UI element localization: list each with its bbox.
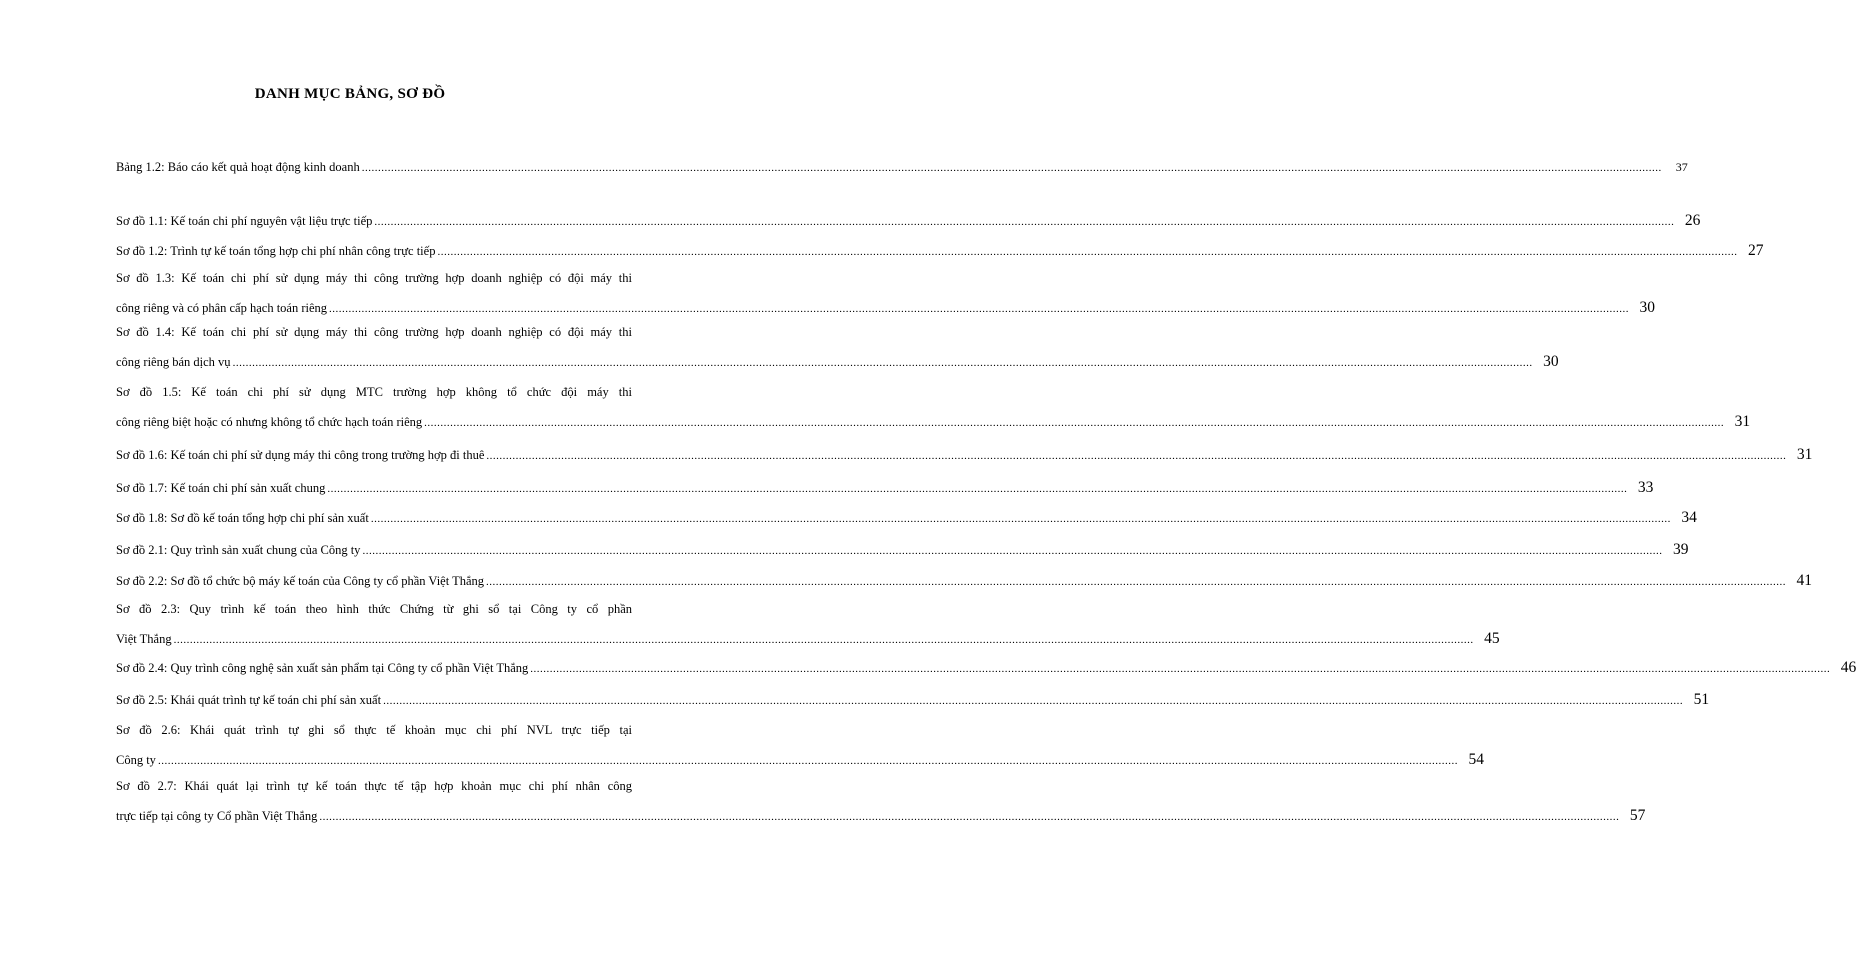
toc-entry-line (116, 509, 1697, 527)
toc-entry-line (116, 212, 1701, 230)
page-number: 30 (1639, 299, 1656, 316)
entry-title: công riêng và có phân cấp hạch toán riêng (116, 301, 328, 315)
toc-entry-line (116, 691, 1710, 709)
page-number: 51 (1693, 691, 1710, 708)
dot-leader: ................................................................................................................................................................................................................................................................................................................................................................................................................ (319, 811, 1620, 823)
entry-title: Sơ đồ 2.1: Quy trình sản xuất chung của Công ty (116, 543, 361, 557)
page-number: 54 (1468, 751, 1484, 768)
toc-entry-line (116, 242, 1764, 260)
page-number: 57 (1629, 807, 1646, 824)
dot-leader: ................................................................................................................................................................................................................................................................................................................................................................................................................ (173, 634, 1474, 646)
dot-leader: ................................................................................................................................................................................................................................................................................................................................................................................................................ (327, 483, 1628, 495)
entry-title: Sơ đồ 1.2: Trình tự kế toán tổng hợp chi phí nhân công trực tiếp (116, 244, 436, 258)
dot-leader: ................................................................................................................................................................................................................................................................................................................................................................................................................ (530, 663, 1831, 675)
page-number: 33 (1637, 479, 1654, 496)
entry-title-line: Sơ đồ 1.5: Kế toán chi phí sử dụng MTC trường hợp không tổ chức đội máy thi (116, 385, 632, 399)
entry-title: Sơ đồ 1.7: Kế toán chi phí sản xuất chung (116, 481, 326, 495)
dot-leader: ................................................................................................................................................................................................................................................................................................................................................................................................................ (362, 545, 1663, 557)
toc-entry-line (116, 159, 1688, 176)
toc-entry-line (116, 572, 1813, 590)
toc-entry-line (116, 299, 1656, 317)
entry-title: Sơ đồ 2.5: Khái quát trình tự kế toán chi phí sản xuất (116, 693, 382, 707)
toc-entry-line (116, 630, 1500, 648)
dot-leader: ................................................................................................................................................................................................................................................................................................................................................................................................................ (361, 162, 1662, 174)
page-title: DANH MỤC BẢNG, SƠ ĐỒ (254, 86, 446, 102)
page-number: 27 (1747, 242, 1764, 259)
page-number: 39 (1672, 541, 1689, 558)
entry-title: Sơ đồ 2.4: Quy trình công nghệ sản xuất sản phẩm tại Công ty cổ phần Việt Thắng (116, 661, 529, 675)
entry-title: trực tiếp tại công ty Cổ phần Việt Thắng (116, 809, 318, 823)
page-number: 37 (1675, 160, 1688, 174)
dot-leader: ................................................................................................................................................................................................................................................................................................................................................................................................................ (486, 576, 1787, 588)
toc-entry-line (116, 353, 1559, 371)
toc-entry-line (116, 807, 1646, 825)
entry-title-line: Sơ đồ 1.4: Kế toán chi phí sử dụng máy thi công trường hợp doanh nghiệp có đội máy thi (116, 325, 632, 339)
entry-title: công riêng biệt hoặc có nhưng không tổ chức hạch toán riêng (116, 415, 423, 429)
dot-leader: ................................................................................................................................................................................................................................................................................................................................................................................................................ (157, 755, 1458, 767)
page-number: 34 (1681, 509, 1697, 526)
entry-title-line: Sơ đồ 1.3: Kế toán chi phí sử dụng máy thi công trường hợp doanh nghiệp có đội máy thi (116, 271, 632, 285)
entry-title: Công ty (116, 753, 156, 767)
entry-title: Việt Thắng (116, 632, 172, 646)
dot-leader: ................................................................................................................................................................................................................................................................................................................................................................................................................ (383, 695, 1684, 707)
entry-title-line: Sơ đồ 2.6: Khái quát trình tự ghi sổ thực tế khoản mục chi phí NVL trực tiếp tại (116, 723, 632, 737)
dot-leader: ................................................................................................................................................................................................................................................................................................................................................................................................................ (329, 303, 1630, 315)
entry-title: công riêng bán dịch vụ (116, 355, 231, 369)
entry-title: Sơ đồ 1.8: Sơ đồ kế toán tổng hợp chi phí sản xuất (116, 511, 369, 525)
entry-title-line: Sơ đồ 2.7: Khái quát lại trình tự kế toán thực tế tập hợp khoản mục chi phí nhân công (116, 779, 632, 793)
page-number: 31 (1734, 413, 1751, 430)
entry-title-line: Sơ đồ 2.3: Quy trình kế toán theo hình thức Chứng từ ghi sổ tại Công ty cổ phần (116, 602, 632, 616)
dot-leader: ................................................................................................................................................................................................................................................................................................................................................................................................................ (486, 450, 1787, 462)
entry-title: Sơ đồ 2.2: Sơ đồ tổ chức bộ máy kế toán của Công ty cổ phần Việt Thắng (116, 574, 485, 588)
entry-title: Sơ đồ 1.6: Kế toán chi phí sử dụng máy thi công trong trường hợp đi thuê (116, 448, 485, 462)
toc-entry-line (116, 659, 1856, 677)
dot-leader: ................................................................................................................................................................................................................................................................................................................................................................................................................ (424, 417, 1725, 429)
entry-title: Bảng 1.2: Báo cáo kết quả hoạt động kinh doanh (116, 160, 360, 174)
page-number: 45 (1484, 630, 1500, 647)
toc-entry-line (116, 541, 1689, 559)
toc-entry-line (116, 479, 1654, 497)
page-number: 41 (1796, 572, 1813, 589)
toc-entry-line (116, 446, 1813, 464)
dot-leader: ................................................................................................................................................................................................................................................................................................................................................................................................................ (370, 513, 1671, 525)
dot-leader: ................................................................................................................................................................................................................................................................................................................................................................................................................ (437, 246, 1738, 258)
toc-entry-line (116, 751, 1484, 769)
page-number: 46 (1840, 659, 1856, 676)
dot-leader: ................................................................................................................................................................................................................................................................................................................................................................................................................ (374, 216, 1675, 228)
dot-leader: ................................................................................................................................................................................................................................................................................................................................................................................................................ (232, 357, 1533, 369)
page-number: 30 (1543, 353, 1559, 370)
toc-entry-line (116, 413, 1751, 431)
page-number: 26 (1684, 212, 1701, 229)
page-number: 31 (1796, 446, 1813, 463)
entry-title: Sơ đồ 1.1: Kế toán chi phí nguyên vật liệu trực tiếp (116, 214, 373, 228)
